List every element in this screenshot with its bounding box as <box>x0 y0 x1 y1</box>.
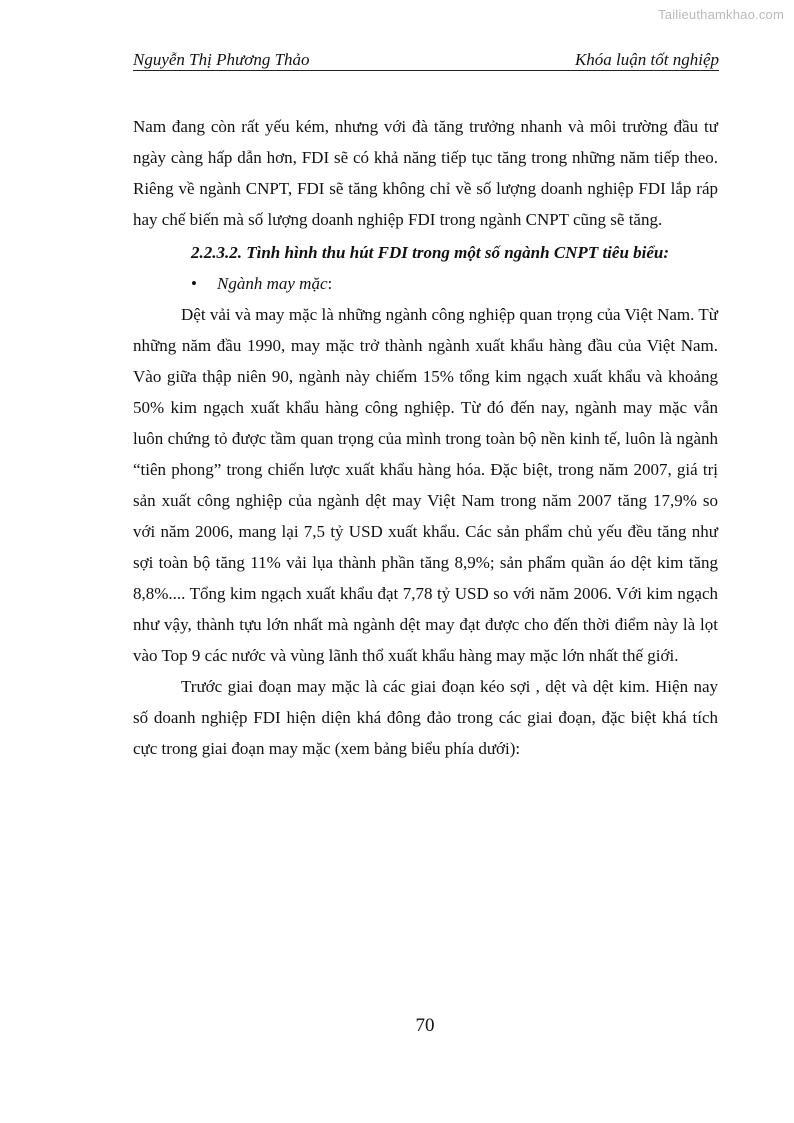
bullet-item <box>133 268 718 299</box>
section-subheading: 2.2.3.2. Tình hình thu hút FDI trong một số ngành CNPT tiêu biểu: <box>191 243 670 262</box>
paragraph-textile-industry: Dệt vải và may mặc là những ngành công nghiệp quan trọng của Việt Nam. Từ những năm đầu 1990, may mặc trở thành ngành xuất khẩu hàng đầu của Việt Nam. Vào giữa thập niên 90, ngành này chiếm 15% tổng kim ngạch xuất khẩu và khoảng 50% kim ngạch xuất khẩu hàng công nghiệp. Từ đó đến nay, ngành may mặc vẫn luôn chứng tỏ được tầm quan trọng của mình trong toàn bộ nền kinh tế, luôn là ngành “tiên phong” trong chiến lược xuất khẩu hàng hóa. Đặc biệt, trong năm 2007, giá trị sản xuất công nghiệp của ngành dệt may Việt Nam trong năm 2007 tăng 17,9% so với năm 2006, mang lại 7,5 tỷ USD xuất khẩu. Các sản phẩm chủ yếu đều tăng như sợi toàn bộ tăng 11% vải lụa thành phần tăng 8,9%; sản phẩm quần áo dệt kim tăng 8,8%.... Tổng kim ngạch xuất khẩu đạt 7,78 tỷ USD so với năm 2006. Với kim ngạch như vậy, thành tựu lớn nhất mà ngành dệt may đạt được cho đến thời điểm này là lọt vào Top 9 các nước và vùng lãnh thổ xuất khẩu hàng may mặc lớn nhất thế giới. <box>133 305 718 665</box>
header-document-type: Khóa luận tốt nghiệp <box>574 50 719 69</box>
watermark: Tailieuthamkhao.com <box>658 7 784 22</box>
header-author: Nguyễn Thị Phương Thảo <box>133 50 310 69</box>
paragraph-continuation: Nam đang còn rất yếu kém, nhưng với đà tăng trưởng nhanh và môi trường đầu tư ngày càng hấp dẫn hơn, FDI sẽ có khả năng tiếp tục tăng trong những năm tiếp theo. Riêng về ngành CNPT, FDI sẽ tăng không chỉ về số lượng doanh nghiệp FDI lắp ráp hay chế biến mà số lượng doanh nghiệp FDI trong ngành CNPT cũng sẽ tăng. <box>133 117 718 229</box>
bullet-icon: • <box>191 274 197 293</box>
page-header <box>133 50 719 71</box>
page-number: 70 <box>415 1015 435 1036</box>
page-content <box>133 111 718 764</box>
bullet-label: Ngành may mặc <box>217 274 328 293</box>
paragraph-fdi-stages: Trước giai đoạn may mặc là các giai đoạn kéo sợi , dệt và dệt kim. Hiện nay số doanh nghiệp FDI hiện diện khá đông đảo trong các giai đoạn, đặc biệt khá tích cực trong giai đoạn may mặc (xem bảng biểu phía dưới): <box>133 677 718 758</box>
bullet-suffix: : <box>327 274 333 293</box>
